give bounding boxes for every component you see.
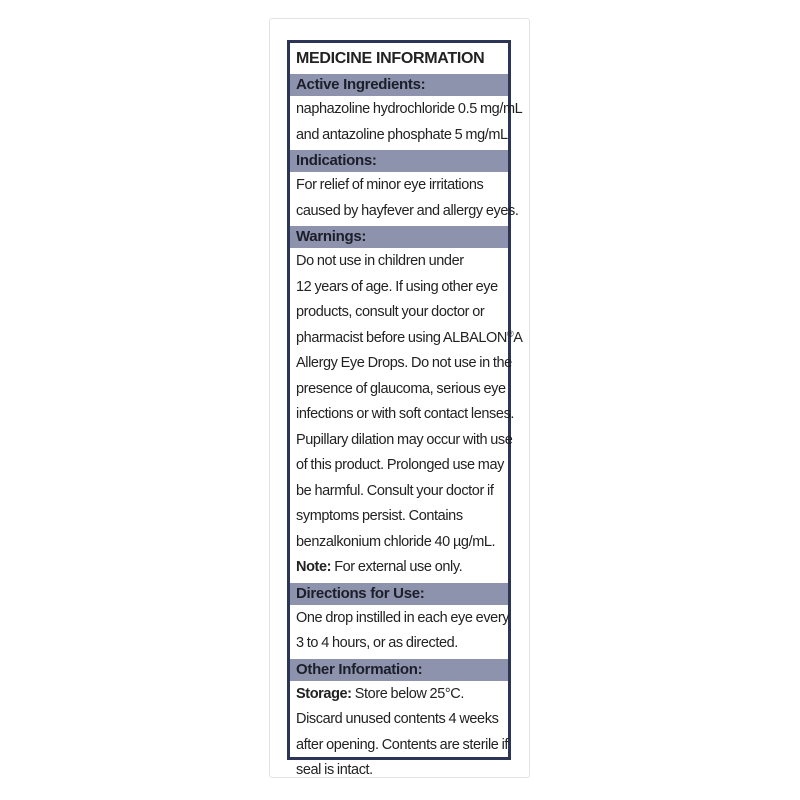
- text-line: One drop instilled in each eye every: [296, 609, 510, 626]
- section-header-warnings: Warnings:: [290, 226, 508, 248]
- text-line: Allergy Eye Drops. Do not use in the: [296, 355, 512, 371]
- text-line: Pupillary dilation may occur with use: [296, 431, 513, 448]
- storage-text: Store below 25°C.: [351, 685, 464, 702]
- text-line: infections or with soft contact lenses.: [296, 406, 515, 422]
- text-line: products, consult your doctor or: [296, 304, 485, 320]
- text-line: presence of glaucoma, serious eye: [296, 380, 506, 397]
- section-body-active-ingredients: [290, 96, 523, 150]
- text-line: symptoms persist. Contains: [296, 508, 463, 524]
- section-header-directions: Directions for Use:: [290, 583, 508, 605]
- section-body-indications: [290, 172, 519, 226]
- storage-line: [296, 682, 505, 708]
- text-line: Discard unused contents 4 weeks: [296, 711, 499, 727]
- section-body-other-information: [290, 681, 508, 786]
- registered-mark: ®: [506, 328, 514, 339]
- medicine-information-panel: [287, 40, 523, 778]
- text-line: caused by hayfever and allergy eyes.: [296, 202, 519, 219]
- text-line: benzalkonium chloride 40 µg/mL.: [296, 533, 496, 550]
- text-line: Do not use in children under: [296, 253, 464, 269]
- text-line: 12 years of age. If using other eye: [296, 278, 498, 295]
- section-header-other-information: Other Information:: [290, 659, 508, 681]
- note-line: [296, 555, 505, 581]
- section-body-warnings: [290, 248, 523, 583]
- panel-title: MEDICINE INFORMATION: [296, 50, 485, 67]
- storage-label: Storage:: [296, 685, 352, 702]
- text-line: naphazoline hydrochloride 0.5 mg/mL: [296, 101, 523, 117]
- text-line: For relief of minor eye irritations: [296, 177, 484, 193]
- text-line: 3 to 4 hours, or as directed.: [296, 635, 458, 651]
- albalon-prefix: pharmacist before using ALBALON: [296, 329, 507, 346]
- section-header-indications: Indications:: [290, 150, 508, 172]
- section-body-directions: [290, 605, 508, 659]
- text-line: and antazoline phosphate 5 mg/mL: [296, 126, 508, 143]
- text-line: seal is intact.: [296, 762, 373, 778]
- text-line: of this product. Prolonged use may: [296, 457, 504, 473]
- text-line: after opening. Contents are sterile if: [296, 736, 509, 753]
- text-line-albalon: [296, 326, 523, 352]
- albalon-suffix: A: [513, 329, 523, 346]
- note-text: For external use only.: [331, 559, 463, 575]
- text-line: be harmful. Consult your doctor if: [296, 482, 494, 499]
- note-label: Note:: [296, 559, 332, 575]
- section-header-active-ingredients: Active Ingredients:: [290, 74, 508, 96]
